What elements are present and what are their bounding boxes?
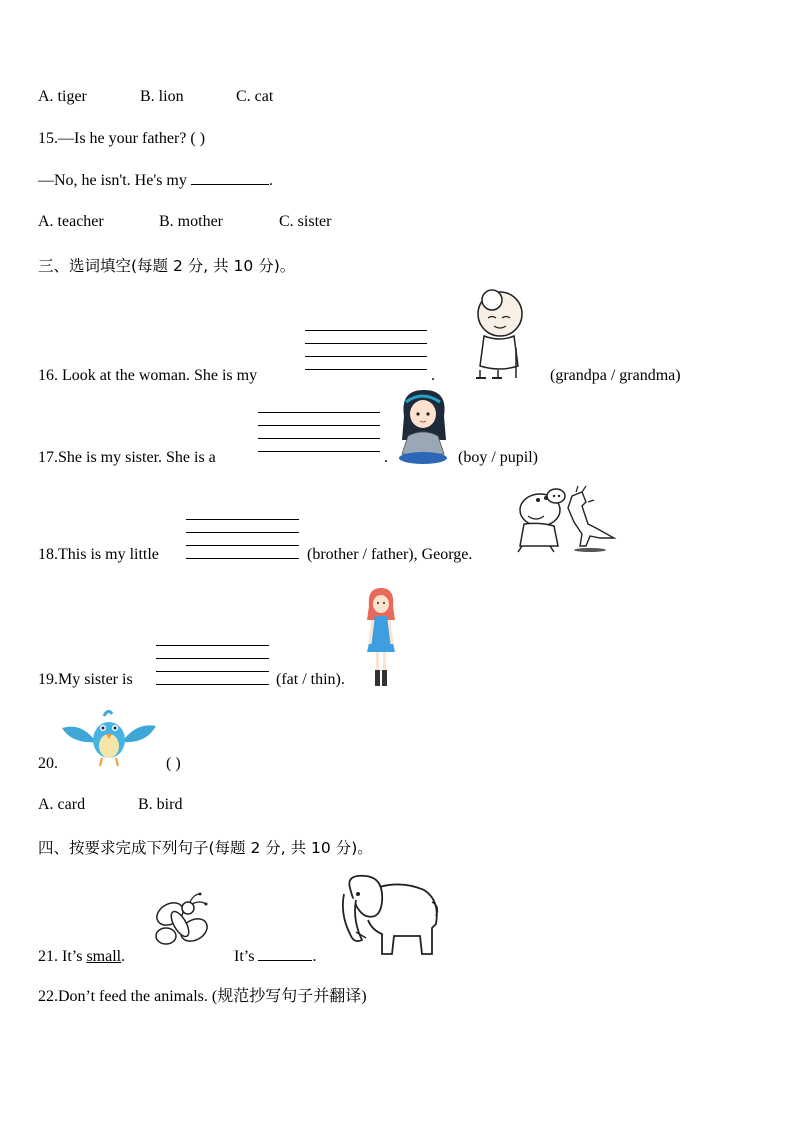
butterfly-picture xyxy=(150,892,212,958)
q18-text: 18.This is my little xyxy=(38,546,159,563)
q15-answer-end: . xyxy=(268,172,273,189)
q16-writing-lines[interactable] xyxy=(305,330,427,372)
q21-answer-blank[interactable] xyxy=(258,960,312,961)
q16-end: . xyxy=(431,367,435,384)
q15-question: 15.—Is he your father? ( ) xyxy=(38,130,206,147)
q15-option-a: A. teacher xyxy=(38,213,104,230)
q14-option-b: B. lion xyxy=(140,88,184,105)
q16-choices: (grandpa / grandma) xyxy=(550,367,681,384)
q15-option-c: C. sister xyxy=(279,213,332,230)
section-4-heading: 四、按要求完成下列句子(每题 2 分, 共 10 分)。 xyxy=(38,839,373,857)
q21-prefix: 21. It’s xyxy=(38,948,83,965)
q21-first-sentence xyxy=(38,948,125,966)
q17-writing-lines[interactable] xyxy=(258,412,380,454)
q21-dot: . xyxy=(121,948,126,965)
girl-picture xyxy=(396,388,450,464)
grandma-picture xyxy=(462,288,532,380)
bird-picture xyxy=(60,708,158,770)
thin-woman-picture xyxy=(364,586,398,688)
q17-end: . xyxy=(384,449,388,466)
q14-option-c: C. cat xyxy=(236,88,274,105)
q19-writing-lines[interactable] xyxy=(156,645,269,687)
q22-text: 22.Don’t feed the animals. (规范抄写句子并翻译) xyxy=(38,988,367,1005)
q14-option-a: A. tiger xyxy=(38,88,87,105)
q20-option-a: A. card xyxy=(38,796,86,813)
q18-writing-lines[interactable] xyxy=(186,519,299,561)
q20-option-b: B. bird xyxy=(138,796,183,813)
q15-answer-prefix: —No, he isn't. He's my xyxy=(38,172,187,189)
q21-end: . xyxy=(312,948,317,965)
q21-underlined-word: small xyxy=(86,948,122,965)
q21-second-prefix: It’s xyxy=(234,948,255,965)
elephant-picture xyxy=(336,872,440,962)
q21-second-sentence xyxy=(234,948,316,966)
q17-choices: (boy / pupil) xyxy=(458,449,538,466)
q19-choices: (fat / thin). xyxy=(276,671,345,688)
section-3-heading: 三、选词填空(每题 2 分, 共 10 分)。 xyxy=(38,257,296,275)
q18-choices: (brother / father), George. xyxy=(307,546,473,563)
q15-option-b: B. mother xyxy=(159,213,223,230)
q16-text: 16. Look at the woman. She is my xyxy=(38,367,258,384)
q17-text: 17.She is my sister. She is a xyxy=(38,449,216,466)
q20-number: 20. xyxy=(38,755,58,772)
q20-answer-paren[interactable]: ( ) xyxy=(166,755,181,772)
q15-answer xyxy=(38,172,273,190)
pig-dinosaur-picture xyxy=(510,484,622,556)
q15-answer-blank[interactable] xyxy=(191,184,269,185)
q19-text: 19.My sister is xyxy=(38,671,133,688)
